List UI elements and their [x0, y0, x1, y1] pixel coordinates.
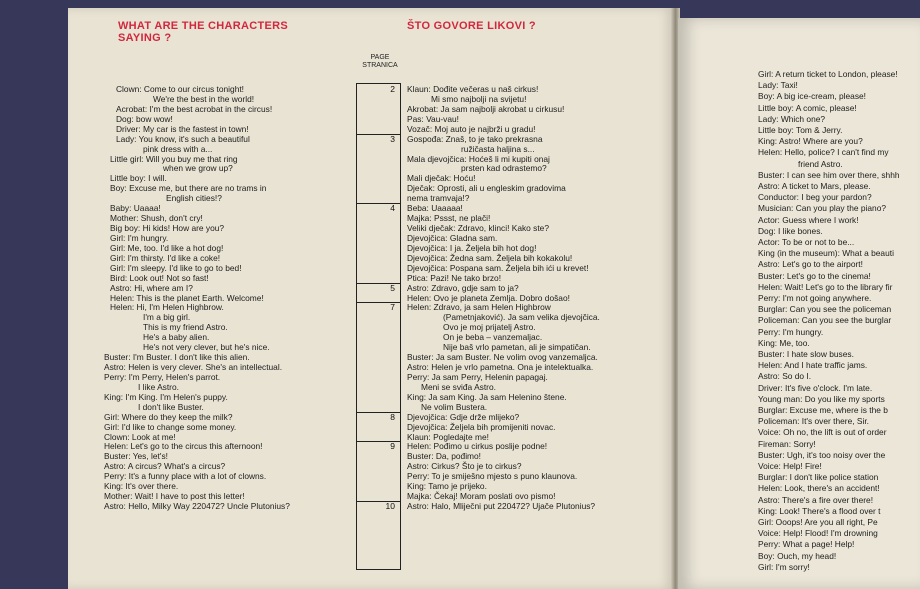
right-page-line: Burglar: I don't like police station	[758, 473, 879, 483]
page-divider	[356, 412, 401, 413]
croatian-line: Ne volim Bustera.	[421, 401, 488, 412]
right-page-line: King (in the museum): What a beauti	[758, 249, 894, 259]
english-line: Mother: Shush, don't cry!	[110, 213, 203, 224]
right-page-line: Driver: It's five o'clock. I'm late.	[758, 383, 873, 393]
croatian-line: Klaun: Dođite večeras u naš cirkus!	[407, 84, 539, 94]
english-line: Bird: Look out! Not so fast!	[110, 272, 209, 283]
right-page-line: Voice: Help! Flood! I'm drowning	[758, 529, 878, 539]
right-page-line: Lady: Which one?	[758, 114, 826, 124]
right-page-line: Astro: Let's go to the airport!	[758, 260, 863, 270]
right-page-line: Astro: So do I.	[758, 372, 812, 382]
page-number: 2	[390, 84, 395, 94]
page-divider	[356, 501, 401, 502]
right-page-line: Fireman: Sorry!	[758, 439, 816, 449]
english-line: Helen: Let's go to the circus this afternoon!	[104, 441, 263, 452]
right-page-line: Helen: Wait! Let's go to the library fir	[758, 282, 893, 292]
english-line: Girl: Me, too. I'd like a hot dog!	[110, 242, 224, 253]
right-page-line: Astro: There's a fire over there!	[758, 495, 874, 505]
heading-english: WHAT ARE THE CHARACTERS SAYING ?	[118, 20, 289, 44]
english-line: I like Astro.	[138, 381, 179, 392]
right-page-line: Perry: What a page! Help!	[758, 540, 855, 550]
croatian-line: Helen: Zdravo, ja sam Helen Highbrow	[407, 302, 551, 313]
croatian-line: Beba: Uaaaaa!	[407, 203, 463, 214]
right-page-line: King: Astro! Where are you?	[758, 137, 863, 147]
right-page-line: Helen: Look, there's an accident!	[758, 484, 880, 494]
english-line: Buster: Yes, let's!	[104, 451, 168, 462]
croatian-line: On je beba – vanzemaljac.	[443, 332, 543, 343]
english-line: I'm a big girl.	[143, 312, 191, 323]
croatian-line: (Pametnjaković). Ja sam velika djevojčica.	[443, 312, 600, 323]
english-line: King: I'm King. I'm Helen's puppy.	[104, 391, 228, 402]
croatian-line: Helen: Pođimo u cirkus poslije podne!	[407, 441, 548, 452]
right-page-line: Little boy: Tom & Jerry.	[758, 126, 843, 135]
english-line: Little boy: I will.	[110, 173, 167, 184]
page-divider	[356, 302, 401, 303]
english-line: We're the best in the world!	[153, 93, 255, 104]
right-page-line: Actor: Guess where I work!	[758, 215, 859, 225]
page-label-en: PAGE	[370, 54, 390, 61]
english-line: Girl: Where do they keep the milk?	[104, 411, 233, 422]
right-page-line: Policeman: Can you see the burglar	[758, 316, 892, 326]
page-number-column	[356, 83, 401, 570]
croatian-line: Veliki dječak: Zdravo, klinci! Kako ste?	[407, 223, 549, 234]
croatian-line: Pas: Vau-vau!	[407, 113, 459, 124]
right-page-line: Buster: Let's go to the cinema!	[758, 271, 871, 281]
english-line: Baby: Uaaaa!	[110, 203, 161, 214]
right-page-line: Girl: I'm sorry!	[758, 562, 810, 572]
english-line: when we grow up?	[163, 163, 233, 174]
right-page-line: Policeman: It's over there, Sir.	[758, 417, 869, 427]
right-page-line: King: Me, too.	[758, 338, 810, 348]
croatian-line: Meni se sviđa Astro.	[421, 381, 496, 392]
english-line: Girl: I'm hungry.	[110, 232, 169, 243]
right-page-line: Young man: Do you like my sports	[758, 394, 885, 404]
english-line: Little girl: Will you buy me that ring	[110, 153, 238, 164]
english-line: Lady: You know, it's such a beautiful	[116, 133, 250, 144]
right-page-line: Astro: A ticket to Mars, please.	[758, 182, 871, 191]
right-page-line: Buster: I hate slow buses.	[758, 350, 854, 359]
croatian-line: Klaun: Pogledajte me!	[407, 431, 489, 442]
english-line: King: It's over there.	[104, 481, 179, 492]
croatian-line: prsten kad odrastemo?	[461, 163, 547, 174]
croatian-line: Buster: Da, pođimo!	[407, 451, 482, 462]
right-page-line: Musician: Can you play the piano?	[758, 204, 887, 214]
croatian-line: Astro: Halo, Mliječni put 220472? Ujače Plutonius?	[407, 501, 596, 512]
right-page-line: Boy: Ouch, my head!	[758, 551, 837, 561]
croatian-line: Mali dječak: Hoću!	[407, 173, 476, 184]
page-number: 10	[385, 501, 395, 512]
croatian-line: Ovo je moj prijatelj Astro.	[443, 322, 536, 333]
croatian-line: Mi smo najbolji na svijetu!	[431, 93, 527, 104]
croatian-line: Perry: Ja sam Perry, Helenin papagaj.	[407, 371, 548, 382]
right-page-line: Little boy: A comic, please!	[758, 103, 857, 113]
croatian-line: Ptica: Pazi! Ne tako brzo!	[407, 272, 502, 283]
english-line: Girl: I'd like to change some money.	[104, 421, 237, 432]
page-column-label	[356, 54, 404, 70]
right-page-line: Perry: I'm not going anywhere.	[758, 294, 872, 303]
right-page-line: Voice: Oh no, the lift is out of order	[758, 428, 887, 438]
croatian-line: Astro: Cirkus? Što je to cirkus?	[407, 461, 522, 472]
croatian-line: Mala djevojčica: Hoćeš li mi kupiti onaj	[407, 153, 550, 164]
croatian-line: Astro: Zdravo, gdje sam to ja?	[407, 282, 519, 293]
right-page-line: Conductor: I beg your pardon?	[758, 193, 872, 203]
english-line: Helen: This is the planet Earth. Welcome!	[110, 292, 264, 303]
right-page-line: Helen: Hello, police? I can't find my	[758, 148, 889, 158]
page-divider	[356, 283, 401, 284]
right-page-line: Girl: A return ticket to London, please!	[758, 70, 898, 79]
croatian-line: Djevojčica: I ja. Željela bih hot dog!	[407, 242, 537, 253]
croatian-line: Majka: Čekaj! Moram poslati ovo pismo!	[407, 491, 556, 502]
page-number: 3	[390, 133, 395, 144]
right-page-line: Dog: I like bones.	[758, 226, 823, 236]
croatian-line: Djevojčica: Pospana sam. Željela bih ići u krevet!	[407, 262, 589, 273]
croatian-line: Djevojčica: Gladna sam.	[407, 232, 498, 243]
right-page-line: friend Astro.	[798, 159, 843, 169]
croatian-line: ružičasta haljina s...	[461, 143, 535, 154]
right-page-line: Voice: Help! Fire!	[758, 462, 822, 471]
english-line: pink dress with a...	[143, 143, 213, 154]
croatian-line: nema tramvaja!?	[407, 193, 470, 204]
page-divider	[356, 441, 401, 442]
english-line: Clown: Come to our circus tonight!	[116, 84, 245, 94]
english-line: Acrobat: I'm the best acrobat in the circus!	[116, 103, 273, 114]
english-line: I don't like Buster.	[138, 401, 204, 412]
page-number: 8	[390, 411, 395, 422]
english-line: Dog: bow wow!	[116, 113, 173, 124]
english-line: Driver: My car is the fastest in town!	[116, 123, 249, 134]
right-page-line: Burglar: Can you see the policeman	[758, 305, 892, 315]
english-line: Helen: Hi, I'm Helen Highbrow.	[110, 302, 224, 313]
english-line: Mother: Wait! I have to post this letter!	[104, 491, 245, 502]
croatian-line: Majka: Pssst, ne plači!	[407, 213, 491, 224]
english-line: Buster: I'm Buster. I don't like this alien.	[104, 352, 250, 363]
english-line: Girl: I'm sleepy. I'd like to go to bed!	[110, 262, 242, 273]
right-page-line: Lady: Taxi!	[758, 81, 798, 91]
english-line: Perry: It's a funny place with a lot of clowns.	[104, 471, 267, 482]
english-line: English cities!?	[166, 193, 222, 204]
english-line: Astro: Hello, Milky Way 220472? Uncle Plutonius?	[104, 501, 290, 512]
english-line: Astro: A circus? What's a circus?	[104, 461, 226, 472]
right-page-line: King: Look! There's a flood over t	[758, 506, 881, 516]
croatian-line: King: Ja sam King. Ja sam Helenino štene.	[407, 391, 567, 402]
croatian-line: Buster: Ja sam Buster. Ne volim ovog vanzemaljca.	[407, 352, 598, 363]
croatian-line: Vozač: Moj auto je najbrži u gradu!	[407, 123, 536, 134]
croatian-line: Perry: To je smiješno mjesto s puno klaunova.	[407, 471, 578, 482]
croatian-line: Dječak: Oprosti, ali u engleskim gradovima	[407, 183, 566, 194]
right-page-line: Helen: And I hate traffic jams.	[758, 361, 868, 371]
croatian-line: Nije baš vrlo pametan, ali je simpatičan.	[443, 342, 591, 353]
page-number: 4	[390, 203, 395, 214]
english-line: This is my friend Astro.	[143, 322, 228, 333]
croatian-line: King: Tamo je prijeko.	[407, 481, 487, 492]
page-label-hr: STRANICA	[362, 62, 398, 69]
right-page-line: Boy: A big ice-cream, please!	[758, 92, 866, 102]
right-page-line: Burglar: Excuse me, where is the b	[758, 406, 888, 415]
english-line: He's a baby alien.	[143, 332, 210, 343]
right-page-line: Girl: Ooops! Are you all right, Pe	[758, 518, 878, 527]
right-page-line: Actor: To be or not to be...	[758, 238, 855, 247]
croatian-line: Djevojčica: Žedna sam. Željela bih kokakolu!	[407, 252, 573, 263]
page-divider	[356, 203, 401, 204]
croatian-line: Gospođa: Znaš, to je tako prekrasna	[407, 133, 543, 144]
right-page-line: Buster: Ugh, it's too noisy over the	[758, 450, 886, 460]
english-line: Clown: Look at me!	[104, 431, 176, 442]
croatian-line: Akrobat: Ja sam najbolji akrobat u cirkusu!	[407, 103, 565, 114]
heading-croatian: ŠTO GOVORE LIKOVI ?	[407, 20, 536, 32]
english-line: Big boy: Hi kids! How are you?	[110, 223, 225, 234]
page-number: 7	[390, 302, 395, 313]
croatian-line: Astro: Helen je vrlo pametna. Ona je intelektualka.	[407, 362, 594, 373]
english-line: Boy: Excuse me, but there are no trams in	[110, 183, 267, 194]
right-page-line: Perry: I'm hungry.	[758, 327, 824, 337]
english-line: Perry: I'm Perry, Helen's parrot.	[104, 371, 221, 382]
english-line: He's not very clever, but he's nice.	[143, 342, 270, 353]
right-page-line: Buster: I can see him over there, shhh	[758, 170, 900, 180]
page-number: 5	[390, 282, 395, 293]
english-line: Astro: Hi, where am I?	[110, 282, 193, 293]
croatian-line: Helen: Ovo je planeta Zemlja. Dobro došao!	[407, 292, 570, 303]
english-line: Astro: Helen is very clever. She's an intellectual.	[104, 362, 283, 373]
page-divider	[356, 134, 401, 135]
english-line: Girl: I'm thirsty. I'd like a coke!	[110, 252, 221, 263]
page-number: 9	[390, 441, 395, 452]
croatian-line: Djevojčica: Željela bih promijeniti novac.	[407, 421, 556, 432]
croatian-line: Djevojčica: Gdje drže mlijeko?	[407, 411, 520, 422]
